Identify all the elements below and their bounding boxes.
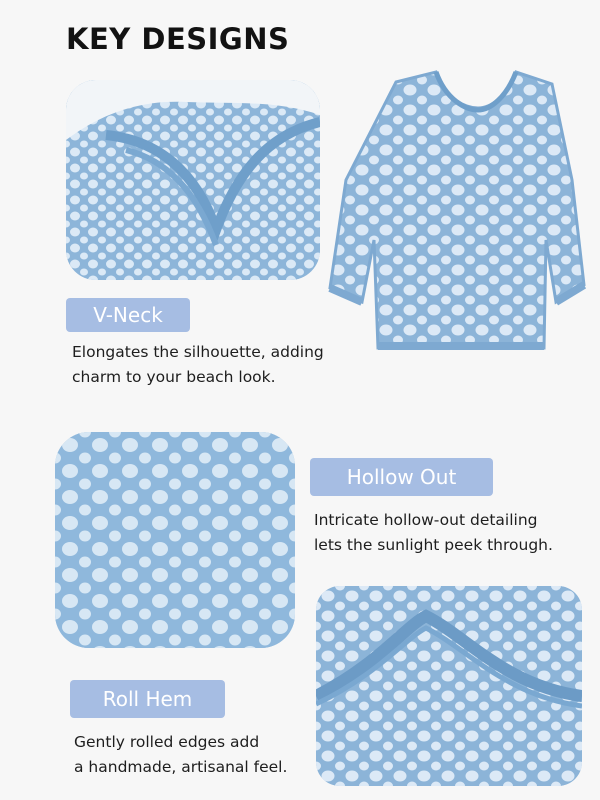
hollow-out-description: Intricate hollow-out detailing lets the sunlight peek through.	[314, 511, 553, 554]
v-neck-closeup-image	[66, 80, 320, 280]
v-neck-label: V-Neck	[66, 298, 190, 332]
page-title: KEY DESIGNS	[66, 22, 290, 56]
roll-hem-label: Roll Hem	[70, 680, 225, 718]
hollow-out-closeup-image	[55, 432, 295, 648]
roll-hem-description: Gently rolled edges add a handmade, artisanal feel.	[74, 733, 288, 776]
hollow-out-label: Hollow Out	[310, 458, 493, 496]
knit-top-product-image	[326, 60, 588, 360]
roll-hem-closeup-image	[316, 586, 582, 786]
v-neck-description: Elongates the silhouette, adding charm to your beach look.	[72, 343, 324, 386]
